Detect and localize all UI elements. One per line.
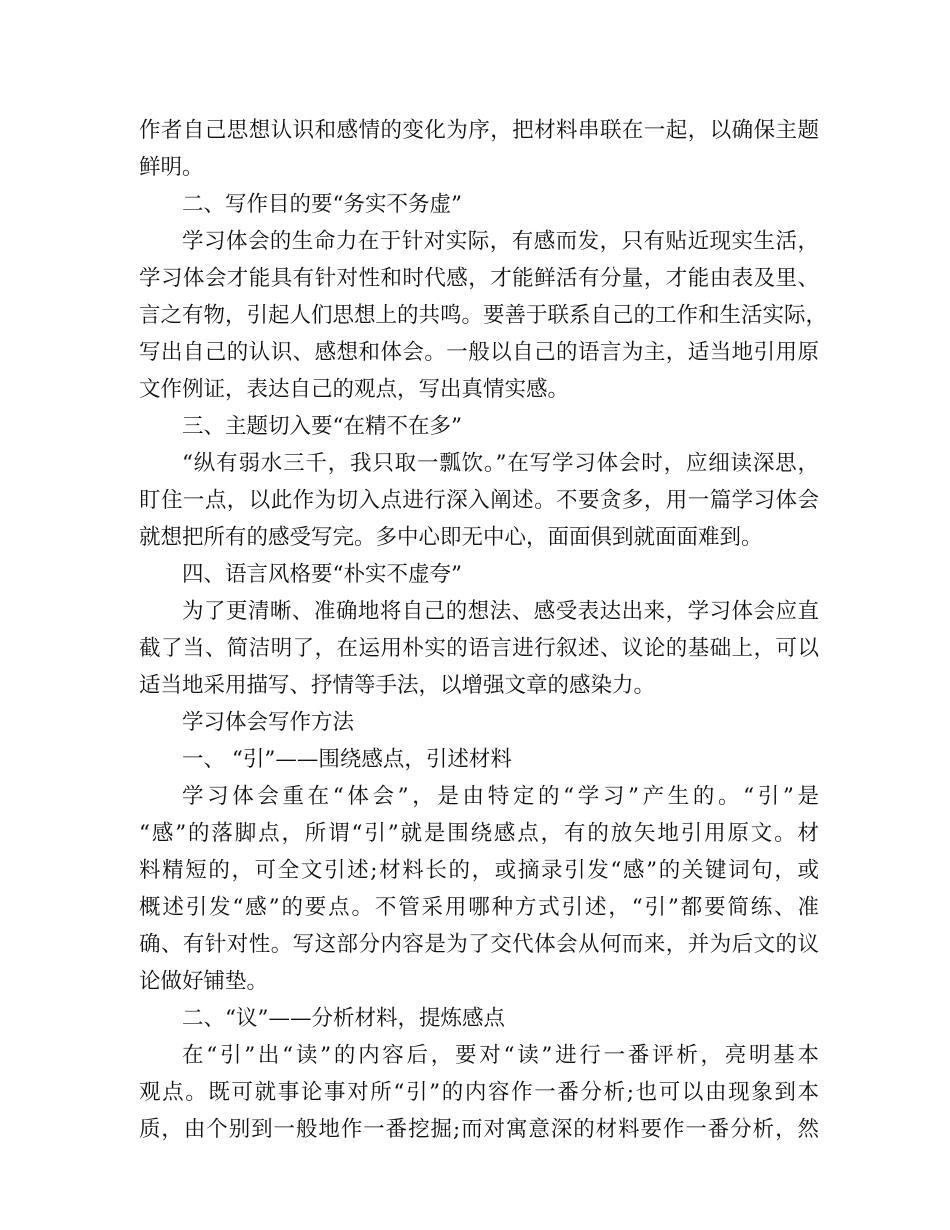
text-line <box>139 815 819 852</box>
text-line <box>139 334 819 371</box>
text-line-content: 学习体会的生命力在于针对实际，有感而发，只有贴近现实生活， <box>182 229 819 254</box>
text-line <box>139 223 819 260</box>
text-line-content: 文作例证，表达自己的观点，写出真情实感。 <box>139 377 570 402</box>
text-line <box>139 186 819 223</box>
text-line-content: 截了当、简洁明了，在运用朴实的语言进行叙述、议论的基础上，可以 <box>139 636 819 661</box>
text-line-content: 学习体会才能具有针对性和时代感，才能鲜活有分量，才能由表及里、 <box>139 266 819 291</box>
text-line-content: 确、有针对性。写这部分内容是为了交代体会从何而来，并为后文的议 <box>139 932 819 957</box>
text-line-content: 作者自己思想认识和感情的变化为序，把材料串联在一起，以确保主题 <box>139 118 819 143</box>
text-line <box>139 1000 819 1037</box>
text-line <box>139 963 819 1000</box>
text-line <box>139 667 819 704</box>
text-line <box>139 445 819 482</box>
text-line-content: 学习体会写作方法 <box>182 710 355 735</box>
text-line <box>139 519 819 556</box>
text-line <box>139 852 819 889</box>
text-line-content: 写出自己的认识、感想和体会。一般以自己的语言为主，适当地引用原 <box>139 340 819 365</box>
text-line-content: 适当地采用描写、抒情等手法，以增强文章的感染力。 <box>139 673 656 698</box>
document-body <box>139 112 828 1148</box>
text-line-content: “纵有弱水三千，我只取一瓢饮。”在写学习体会时，应细读深思， <box>182 451 819 476</box>
text-line-content: 在“引”出“读”的内容后，要对“读”进行一番评析，亮明基本 <box>182 1043 819 1068</box>
text-line <box>139 112 819 149</box>
text-line-content: 盯住一点，以此作为切入点进行深入阐述。不要贪多，用一篇学习体会 <box>139 488 819 513</box>
text-line <box>139 149 819 186</box>
text-line-content: 概述引发“感”的要点。不管采用哪种方式引述，“引”都要简练、准 <box>139 895 819 920</box>
text-line <box>139 630 819 667</box>
text-line-content: 论做好铺垫。 <box>139 969 269 994</box>
text-line <box>139 1111 819 1148</box>
text-line-content: 三、主题切入要“在精不在多” <box>182 414 462 439</box>
text-line <box>139 926 819 963</box>
text-line-content: 观点。既可就事论事对所“引”的内容作一番分析;也可以由现象到本 <box>139 1080 819 1105</box>
text-line <box>139 260 819 297</box>
text-line-content: 料精短的，可全文引述;材料长的，或摘录引发“感”的关键词句，或 <box>139 858 819 883</box>
text-line <box>139 1037 819 1074</box>
text-line <box>139 889 819 926</box>
text-line-content: 四、语言风格要“朴实不虚夸” <box>182 562 462 587</box>
text-line <box>139 482 819 519</box>
text-line-content: 二、写作目的要“务实不务虚” <box>182 192 462 217</box>
text-line-content: 言之有物，引起人们思想上的共鸣。要善于联系自己的工作和生活实际， <box>139 303 828 328</box>
text-line <box>139 371 819 408</box>
text-line-content: 二、“议”——分析材料，提炼感点 <box>182 1006 505 1031</box>
text-line-content: 学习体会重在“体会”，是由特定的“学习”产生的。“引”是 <box>182 784 819 809</box>
text-line-content: 为了更清晰、准确地将自己的想法、感受表达出来，学习体会应直 <box>182 599 819 624</box>
text-line <box>139 778 819 815</box>
text-line <box>139 741 819 778</box>
text-line-content: 就想把所有的感受写完。多中心即无中心，面面俱到就面面难到。 <box>139 525 763 550</box>
text-line <box>139 704 819 741</box>
text-line <box>139 1074 819 1111</box>
text-line <box>139 556 819 593</box>
text-line <box>139 297 828 334</box>
text-line <box>139 408 819 445</box>
text-line <box>139 593 819 630</box>
text-line-content: 质，由个别到一般地作一番挖掘;而对寓意深的材料要作一番分析，然 <box>139 1117 819 1142</box>
text-line-content: “感”的落脚点，所谓“引”就是围绕感点，有的放矢地引用原文。材 <box>139 821 819 846</box>
text-line-content: 一、 “引”——围绕感点，引述材料 <box>182 747 512 772</box>
text-line-content: 鲜明。 <box>139 155 204 180</box>
